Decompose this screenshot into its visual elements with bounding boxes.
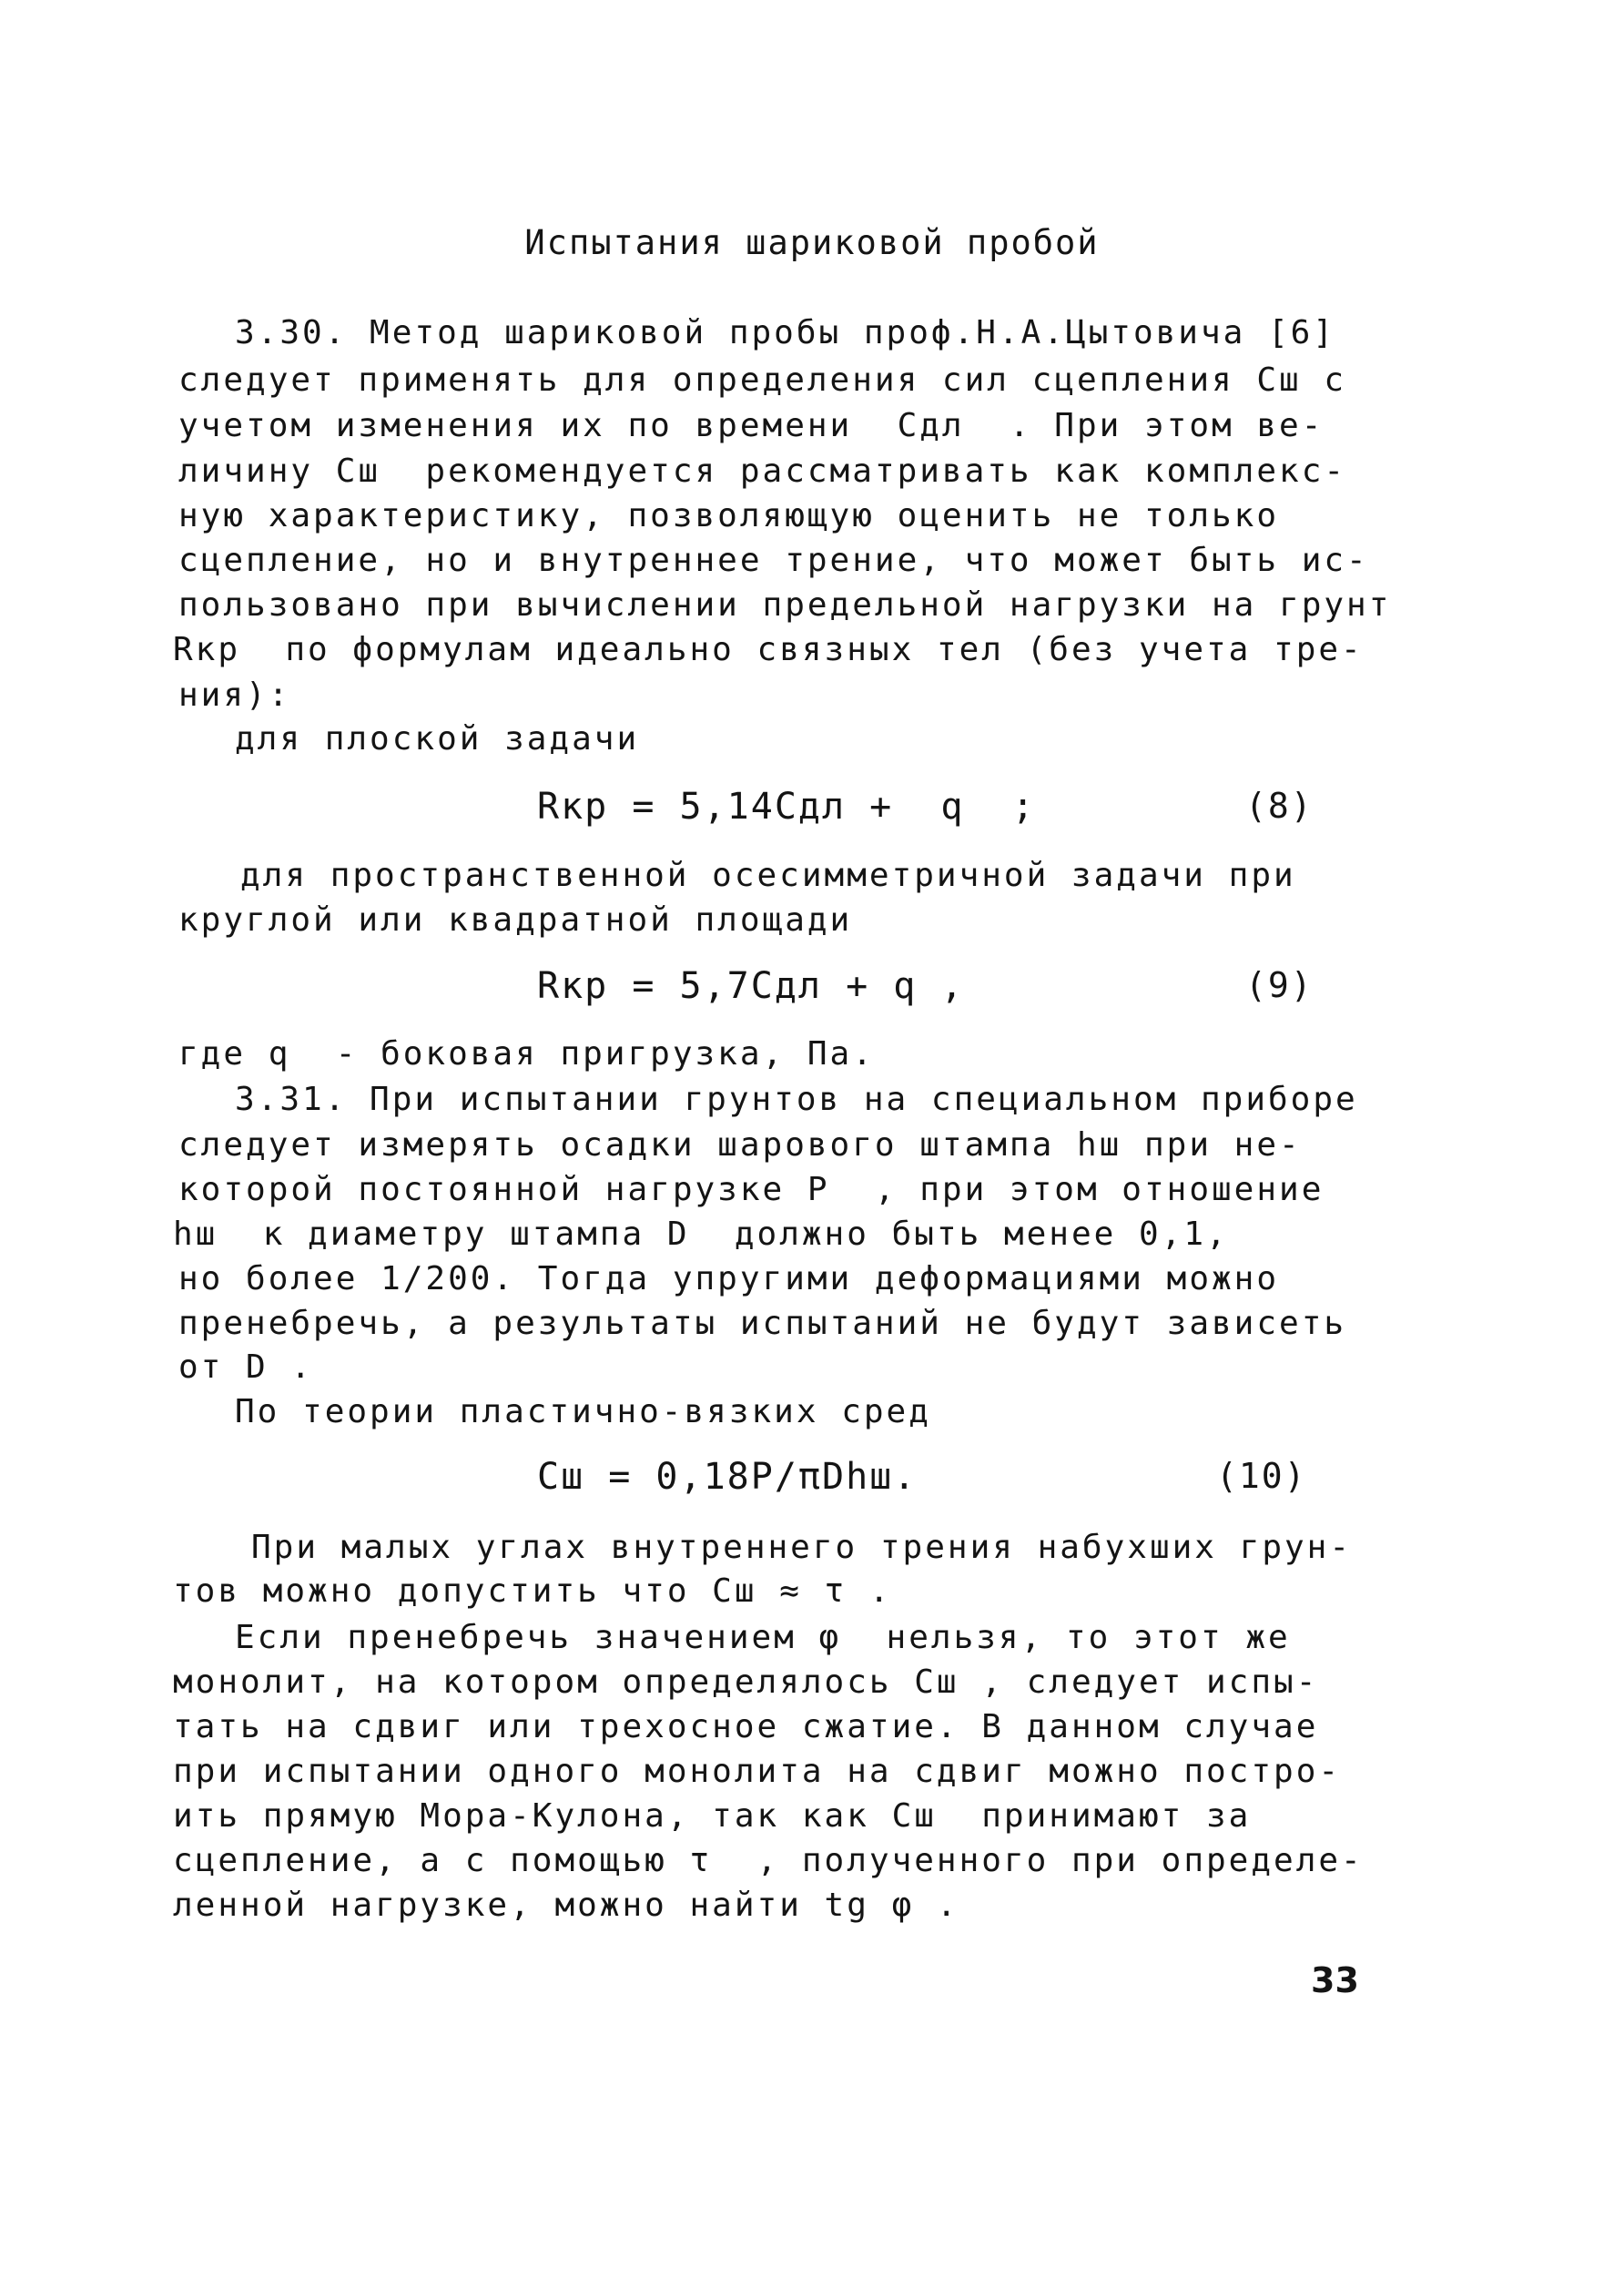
body-line: Если пренебречь значением φ нельзя, то этот же (235, 1619, 1291, 1656)
body-line: для плоской задачи (235, 720, 640, 758)
body-line: Rкр по формулам идеально связных тел (без учета тре- (173, 631, 1364, 668)
body-line: которой постоянной нагрузке P , при этом отношение (178, 1171, 1325, 1208)
body-line: круглой или квадратной площади (178, 901, 853, 939)
body-line: учетом изменения их по времени Cдл . При этом ве- (178, 407, 1325, 444)
equation-number-10: (10) (1216, 1456, 1307, 1496)
body-line: но более 1/200. Тогда упругими деформациями можно (178, 1260, 1280, 1297)
body-line: ную характеристику, позволяющую оценить не только (178, 497, 1280, 534)
body-line: где q - боковая пригрузка, Па. (178, 1035, 875, 1073)
body-line: следует применять для определения сил сцепления Cш с (178, 361, 1347, 399)
body-line: тов можно допустить что Cш ≈ τ . (173, 1572, 892, 1610)
body-line: ния): (178, 677, 291, 714)
body-line: пренебречь, а результаты испытаний не будут зависеть (178, 1305, 1347, 1342)
body-line: 3.30. Метод шариковой пробы проф.Н.А.Цытовича [6] (235, 314, 1336, 351)
body-line: монолит, на котором определялось Cш , следует испы- (173, 1663, 1319, 1701)
body-line: hш к диаметру штампа D должно быть менее 0,1, (173, 1216, 1229, 1253)
body-line: сцепление, но и внутреннее трение, что может быть ис- (178, 542, 1369, 579)
body-line: При малых углах внутреннего трения набухших грун- (251, 1529, 1353, 1566)
body-line: ленной нагрузке, можно найти tg φ . (173, 1887, 959, 1924)
body-line: личину Cш рекомендуется рассматривать как комплекс- (178, 453, 1347, 490)
body-line: По теории пластично-вязких сред (235, 1393, 931, 1430)
body-line: 3.31. При испытании грунтов на специальном приборе (235, 1081, 1358, 1118)
body-line: пользовано при вычислении предельной нагрузки на грунт (178, 586, 1392, 624)
equation-number-9: (9) (1245, 965, 1314, 1005)
body-line: ить прямую Мора-Кулона, так как Cш принимают за (173, 1797, 1252, 1835)
body-line: для пространственной осесимметричной задачи при (240, 857, 1296, 894)
equation-8: Rкр = 5,14Cдл + q ; (537, 786, 1036, 828)
body-line: сцепление, а с помощью τ , полученного при определе- (173, 1842, 1364, 1879)
body-line: тать на сдвиг или трехосное сжатие. В данном случае (173, 1708, 1319, 1745)
body-line: от D . (178, 1348, 314, 1386)
body-line: при испытании одного монолита на сдвиг можно постро- (173, 1753, 1342, 1790)
equation-9: Rкр = 5,7Cдл + q , (537, 965, 965, 1007)
page-number: 33 (1311, 1960, 1359, 2000)
section-heading: Испытания шариковой пробой (524, 223, 1100, 262)
body-line: следует измерять осадки шарового штампа hш при не- (178, 1126, 1302, 1164)
equation-10: Cш = 0,18P/πDhш. (537, 1456, 918, 1498)
equation-number-8: (8) (1245, 786, 1314, 826)
